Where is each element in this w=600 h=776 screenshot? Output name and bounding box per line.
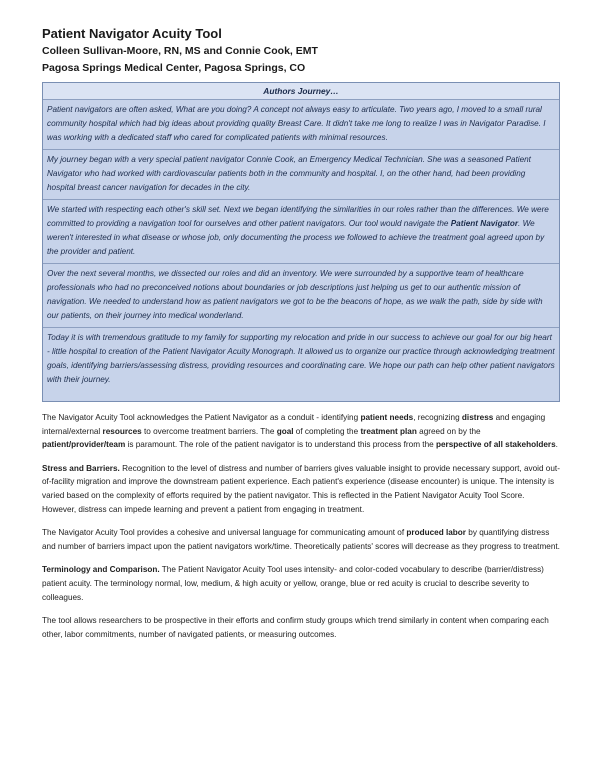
journey-heading: Authors Journey… <box>43 83 559 100</box>
bold-run: patient/provider/team <box>42 440 126 450</box>
text-run: agreed on by the <box>416 426 481 436</box>
authors-line: Colleen Sullivan-Moore, RN, MS and Connie Cook, EMT <box>42 45 318 57</box>
section-lead-terminology: Terminology and Comparison. <box>42 565 160 575</box>
bold-run: goal <box>276 426 294 436</box>
text-run: The Patient Navigator Acuity Tool uses intensity- and color-coded vocabulary to describe (barrier/distress) patient acuity. The terminology normal, low, medium, & high acuity or yellow, orange, blue or red acuity is crucial to describe severity to colleagues. <box>42 565 544 602</box>
authors-journey-box <box>42 82 560 402</box>
body-paragraph-3 <box>42 526 560 553</box>
section-lead-stress-barriers: Stress and Barriers. <box>42 463 120 473</box>
body-paragraph-1 <box>42 411 560 452</box>
journey-paragraph-2: My journey began with a very special patient navigator Connie Cook, an Emergency Medical Technician. She was a seasoned Patient Navigator who had worked with cardiovascular patients both in the community and hospital. I, on the other hand, had been providing hospital breast cancer navigation for decades in the city. <box>43 150 559 200</box>
bold-run: perspective of all stakeholders <box>435 440 556 450</box>
text-run: and engaging internal/external <box>42 413 546 436</box>
text-run: is paramount. The role of the patient navigator is to understand this process from the <box>125 440 436 450</box>
page-title: Patient Navigator Acuity Tool <box>42 26 222 41</box>
journey-paragraph-4: Over the next several months, we dissected our roles and did an inventory. We were surrounded by a supportive team of healthcare professionals who had no preconceived notions about boundaries or job descriptions just helping us get to our authentic mission of navigation. We needed to understand how as patient navigators we got to be the beacons of hope, as we walk the path, side by side with our patients, on their journey into medical wonderland. <box>43 264 559 328</box>
bold-run: treatment plan <box>360 426 417 436</box>
journey-paragraph-3 <box>43 200 559 264</box>
body-paragraph-4 <box>42 563 560 604</box>
text-run: by quantifying distress and number of barriers impact upon the patient navigators work/time. Theoretically patients' scores will decrease as they progress to treatment. <box>42 528 560 551</box>
bold-run: resources <box>102 426 142 436</box>
body-text <box>42 411 560 651</box>
journey-p3-text-a: We started with respecting each other's skill set. Next we began identifying the similarities in our roles rather than the differences. We were committed to providing a navigation tool for ourselves and other patient navigators. Our tool would navigate the <box>47 205 549 228</box>
text-run: , recognizing <box>413 413 462 422</box>
text-run: The Navigator Acuity Tool provides a cohesive and universal language for communicating amount of <box>42 528 407 538</box>
affiliation-line: Pagosa Springs Medical Center, Pagosa Springs, CO <box>42 62 306 74</box>
body-paragraph-2 <box>42 462 560 516</box>
text-run: to overcome treatment barriers. The <box>141 426 277 436</box>
journey-p3-text-c: . We weren't interested in what disease or whose job, only documenting the process we followed to achieve the treatment goal agreed upon by the provider and patient. <box>47 219 545 256</box>
journey-p3-bold: Patient Navigator <box>450 219 519 228</box>
body-paragraph-5: The tool allows researchers to be prospective in their efforts and confirm study groups which trend similarly in content when comparing each other, labor commitments, number of navigated patients, or measuring outcomes. <box>42 616 549 639</box>
journey-paragraph-5: Today it is with tremendous gratitude to my family for supporting my relocation and pride in our success to achieve our goal for our big heart - little hospital to creation of the Patient Navigator Acuity Monograph. It allowed us to organize our practice through acknowledging treatment goals, identifying barriers/assessing distress, providing resources and coordinating care. We hope our path can help other patient navigators with their journey. <box>47 333 555 384</box>
bold-run: produced labor <box>406 528 466 538</box>
bold-run: distress <box>461 413 494 422</box>
journey-paragraph-1: Patient navigators are often asked, What are you doing? A concept not always easy to articulate. Two years ago, I moved to a small rural community hospital which had big ideas about providing quality Breast Care. It didn't take me long to realize I was in Navigator Paradise. I was working with a dedicated staff who cared for complicated patients with minimal resources. <box>43 100 559 150</box>
text-run: of completing the <box>293 426 361 436</box>
text-run: . <box>555 440 558 450</box>
text-run: Recognition to the level of distress and number of barriers gives valuable insight to provide necessary support, avoid out-of-facility migration and improve the downstream patient experience. Each patient's experience (disease encounter) is unique. The intensity is varied based on the complexity of efforts required by the patient navigator. This is reflected in the Patient Navigator Acuity Tool Score. However, distress can impede learning and prevent a patient from engaging in treatment. <box>42 463 560 514</box>
text-run: The Navigator Acuity Tool acknowledges the Patient Navigator as a conduit - identifying <box>42 413 361 422</box>
bold-run: patient needs <box>360 413 414 422</box>
